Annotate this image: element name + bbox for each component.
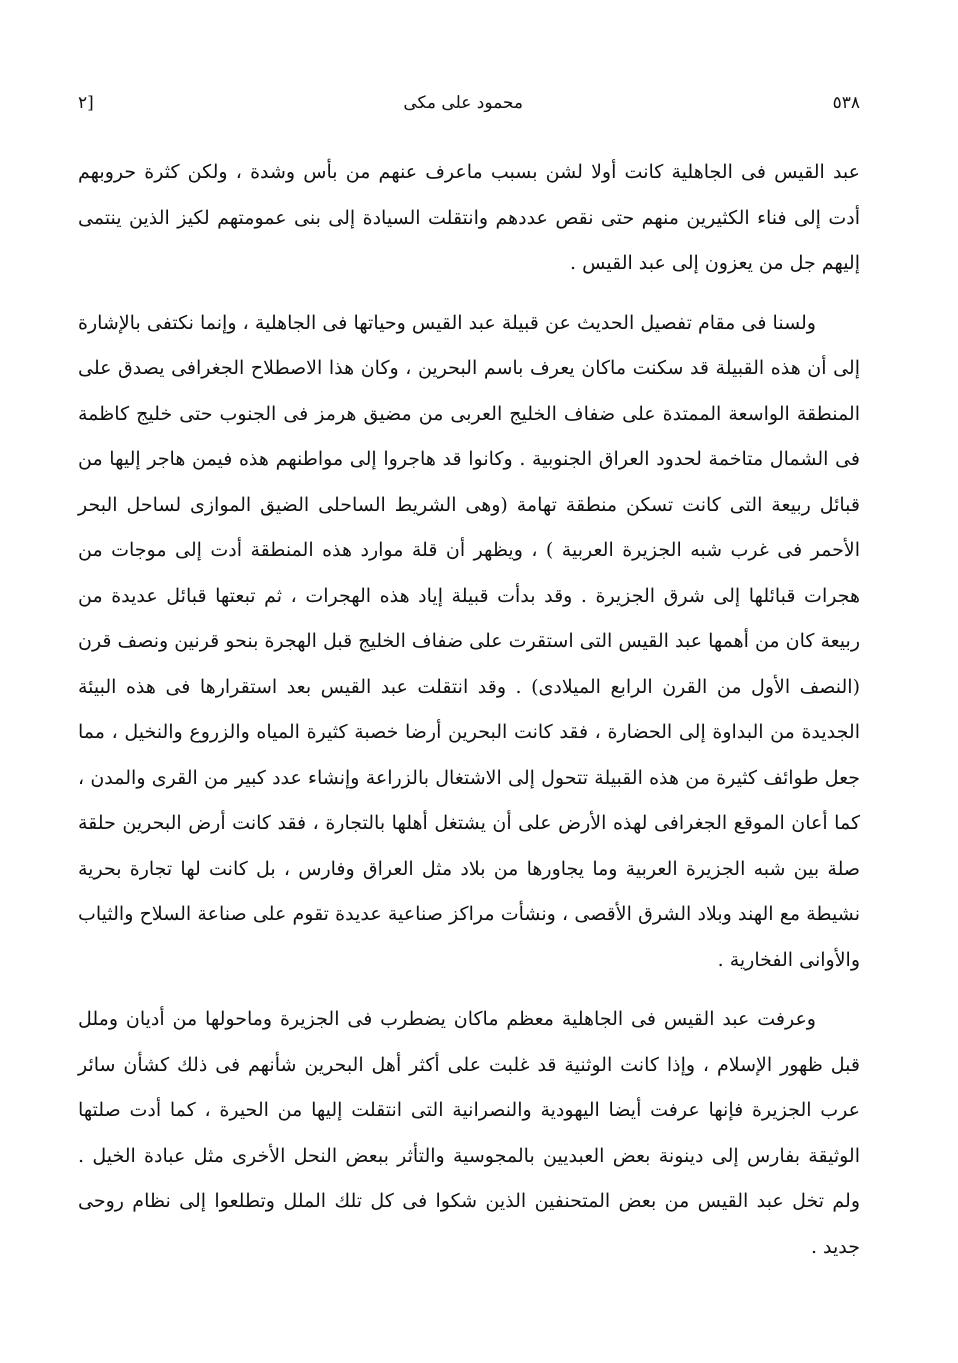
issue-marker: [٢ [78, 93, 94, 113]
paragraph-religions: وعرفت عبد القيس فى الجاهلية معظم ماكان يضطرب فى الجزيرة وماحولها من أديان وملل قبل ظهور الإسلام ، وإذا كانت الوثنية قد غلبت على أكثر أهل البحرين شأنهم فى ذلك كشأن سائر عرب الجزيرة فإنها عرفت أيضا اليهودية والنصرانية التى انتقلت إليها من الحيرة ، كما أدت صلتها الوثيقة بفارس إلى دينونة بعض العبديين بالمجوسية والتأثر ببعض النحل الأخرى مثل عبادة الخيل . ولم تخل عبد القيس من بعض المتحنفين الذين شكوا فى كل تلك الملل وتطلعوا إلى نظام روحى جديد . [78, 1008, 860, 1258]
article-body [78, 150, 860, 1270]
page-number: ٥٣٨ [832, 93, 860, 113]
paragraph-continuation: عبد القيس فى الجاهلية كانت أولا لشن بسبب ماعرف عنهم من بأس وشدة ، ولكن كثرة حروبهم أدت إلى فناء الكثيرين منهم حتى نقص عددهم وانتقلت السيادة إلى بنى عمومتهم لكيز الذين ينتمى إليهم جل من يعزون إلى عبد القيس . [78, 161, 860, 274]
paragraph-bahrain-settlement: ولسنا فى مقام تفصيل الحديث عن قبيلة عبد القيس وحياتها فى الجاهلية ، وإنما نكتفى بالإشارة إلى أن هذه القبيلة قد سكنت ماكان يعرف باسم البحرين ، وكان هذا الاصطلاح الجغرافى يصدق على المنطقة الواسعة الممتدة على ضفاف الخليج العربى من مضيق هرمز فى الجنوب حتى خليج كاظمة فى الشمال متاخمة لحدود العراق الجنوبية . وكانوا قد هاجروا إلى مواطنهم هذه فيمن هاجر إليها من قبائل ربيعة التى كانت تسكن منطقة تهامة (وهى الشريط الساحلى الضيق الموازى لساحل البحر الأحمر فى غرب شبه الجزيرة العربية ) ، ويظهر أن قلة موارد هذه المنطقة أدت إلى موجات من هجرات قبائلها إلى شرق الجزيرة . وقد بدأت قبيلة إياد هذه الهجرات ، ثم تبعتها قبائل عديدة من ربيعة كان من أهمها عبد القيس التى استقرت على ضفاف الخليج قبل الهجرة بنحو قرنين ونصف قرن (النصف الأول من القرن الرابع الميلادى) . وقد انتقلت عبد القيس بعد استقرارها فى هذه البيئة الجديدة من البداوة إلى الحضارة ، فقد كانت البحرين أرضا خصبة كثيرة المياه والزروع والنخيل ، مما جعل طوائف كثيرة من هذه القبيلة تتحول إلى الاشتغال بالزراعة وإنشاء عدد كبير من القرى والمدن ، كما أعان الموقع الجغرافى لهذه الأرض على أن يشتغل أهلها بالتجارة ، فقد كانت أرض البحرين حلقة صلة بين شبه الجزيرة العربية وما يجاورها من بلاد مثل العراق وفارس ، بل كانت لها تجارة بحرية نشيطة مع الهند وبلاد الشرق الأقصى ، ونشأت مراكز صناعية عديدة تقوم على صناعة السلاح والثياب والأوانى الفخارية . [78, 311, 860, 971]
running-header [78, 86, 860, 120]
author-name: محمود على مكى [403, 93, 524, 113]
